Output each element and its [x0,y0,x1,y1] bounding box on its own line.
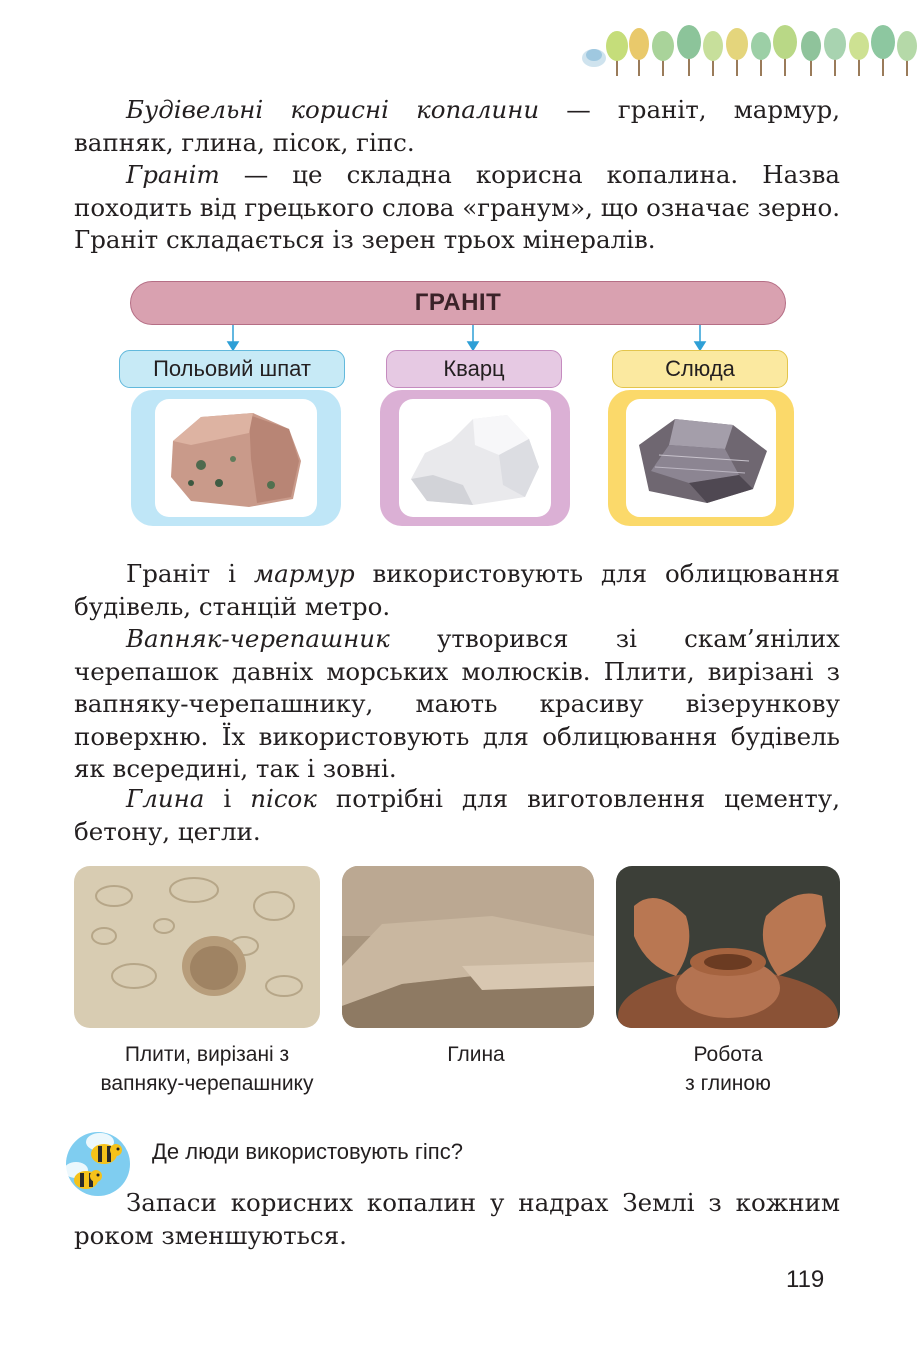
caption-shell-limestone: Плити, вирізані з вапняку-черепашнику [100,1043,314,1095]
feldspar-image [161,403,311,513]
term-shell-limestone: Вапняк-черепашник [126,624,390,653]
mineral-frame-feldspar [131,390,341,526]
term-construction-minerals: Будівельні корисні копалини [126,95,540,124]
photo-clay [342,866,594,1028]
mineral-label-mica: Слюда [612,350,788,388]
caption-pottery: Робота з глиною [685,1043,771,1095]
granite-title-bar: ГРАНІТ [130,281,786,325]
body-paragraph-limestone: Вапняк-черепашник утворився зі скам’янілих черепашок давніх морських молюсків. Плити, вирізані з вапняку-черепашнику, мають красиву візерункову поверхню. Їх використовують для облицювання будівель як всередині, так і зовні. [74,624,840,783]
body-paragraph-marble: Граніт і мармур використовують для облицювання будівель, станцій метро. [74,559,840,621]
page-number: 119 [786,1266,825,1293]
question-text: Де люди використовують гіпс? [152,1139,463,1164]
mineral-frame-mica [608,390,794,526]
photo-shell-limestone [74,866,320,1028]
intro-paragraph-1: Будівельні корисні копалини — граніт, мармур, вапняк, глина, пісок, гіпс. [74,95,840,157]
intro-paragraph-2: Граніт — це складна корисна копалина. Назва походить від грецького слова «гранум», що означає зерно. Граніт складається із зерен трьох мінералів. [74,160,840,254]
mineral-label-quartz: Кварц [386,350,562,388]
trees-decoration [572,22,918,82]
caption-clay: Глина [447,1043,505,1066]
term-clay: Глина [126,784,205,813]
body-paragraph-clay: Глина і пісок потрібні для виготовлення цементу, бетону, цегли. [74,784,840,846]
mineral-label-feldspar: Польовий шпат [119,350,345,388]
conclusion-paragraph: Запаси корисних копалин у надрах Землі з кожним роком зменшуються. [74,1188,840,1250]
mineral-frame-quartz [380,390,570,526]
mica-image [629,405,773,511]
quartz-image [403,405,547,511]
photo-pottery [616,866,840,1028]
term-granite: Граніт [126,160,220,189]
term-sand: пісок [250,784,317,813]
term-marble: мармур [253,559,355,588]
